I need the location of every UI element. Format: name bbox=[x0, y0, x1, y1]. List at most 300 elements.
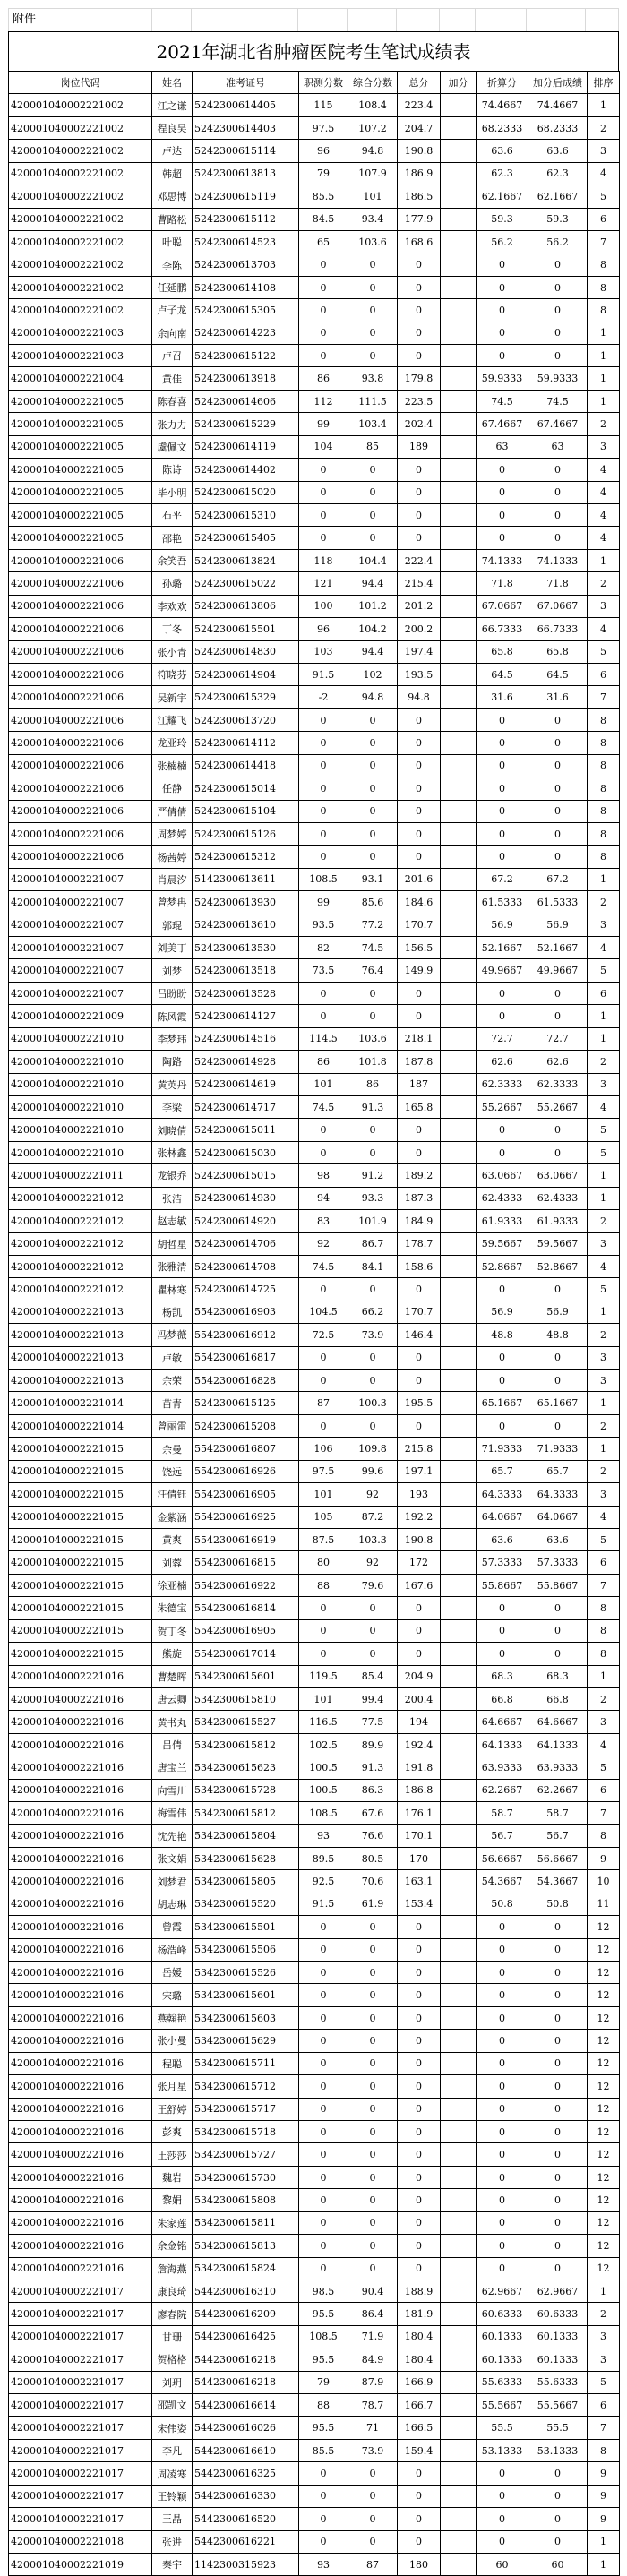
name-cell: 曹路松 bbox=[152, 208, 193, 230]
total-cell: 0 bbox=[398, 2235, 441, 2257]
converted-score-cell: 68.2333 bbox=[477, 116, 528, 139]
final-score-cell: 59.5667 bbox=[528, 1232, 588, 1255]
aptitude-score-cell: 104 bbox=[299, 435, 348, 458]
empty-cell bbox=[192, 9, 298, 32]
total-cell: 170 bbox=[398, 1847, 441, 1869]
rank-cell: 12 bbox=[588, 2189, 620, 2211]
exam-number-cell: 5242300615329 bbox=[193, 686, 299, 708]
aptitude-score-cell: 0 bbox=[299, 1346, 348, 1369]
position-code-cell: 420001040002221006 bbox=[9, 822, 152, 845]
position-code-cell: 420001040002221010 bbox=[9, 1073, 152, 1095]
rank-cell: 2 bbox=[588, 572, 620, 595]
table-row bbox=[9, 1619, 620, 1642]
total-cell: 0 bbox=[398, 1414, 441, 1437]
table-row bbox=[9, 1164, 620, 1187]
rank-cell: 9 bbox=[588, 1847, 620, 1869]
bonus-cell bbox=[441, 2006, 477, 2029]
total-cell: 170.7 bbox=[398, 1301, 441, 1323]
converted-score-cell: 60.6333 bbox=[477, 2303, 528, 2325]
converted-score-cell: 0 bbox=[477, 2257, 528, 2280]
comprehensive-score-cell: 73.9 bbox=[348, 2439, 398, 2461]
rank-cell: 12 bbox=[588, 2075, 620, 2098]
final-score-cell: 0 bbox=[528, 1597, 588, 1619]
rank-cell: 1 bbox=[588, 390, 620, 412]
comprehensive-score-cell: 0 bbox=[348, 2530, 398, 2553]
final-score-cell: 72.7 bbox=[528, 1027, 588, 1050]
comprehensive-score-cell: 0 bbox=[348, 1916, 398, 1938]
position-code-cell: 420001040002221016 bbox=[9, 2098, 152, 2120]
final-score-cell: 53.1333 bbox=[528, 2439, 588, 2461]
bonus-cell bbox=[441, 2280, 477, 2302]
comprehensive-score-cell: 61.9 bbox=[348, 1893, 398, 1915]
total-cell: 191.8 bbox=[398, 1756, 441, 1779]
bonus-cell bbox=[441, 1278, 477, 1301]
bonus-cell bbox=[441, 1687, 477, 1710]
empty-cell bbox=[348, 9, 397, 32]
aptitude-score-cell: 0 bbox=[299, 2257, 348, 2280]
final-score-cell: 63 bbox=[528, 435, 588, 458]
bonus-cell bbox=[441, 459, 477, 481]
total-cell: 0 bbox=[398, 754, 441, 777]
comprehensive-score-cell: 0 bbox=[348, 1346, 398, 1369]
aptitude-score-cell: 72.5 bbox=[299, 1324, 348, 1346]
converted-score-cell: 0 bbox=[477, 1005, 528, 1027]
converted-score-cell: 59.5667 bbox=[477, 1232, 528, 1255]
table-row bbox=[9, 1574, 620, 1596]
bonus-cell bbox=[441, 2394, 477, 2417]
final-score-cell: 0 bbox=[528, 800, 588, 822]
final-score-cell: 74.1333 bbox=[528, 549, 588, 571]
converted-score-cell: 57.3333 bbox=[477, 1551, 528, 1574]
rank-cell: 3 bbox=[588, 1073, 620, 1095]
bonus-cell bbox=[441, 1051, 477, 1073]
converted-score-cell: 0 bbox=[477, 2235, 528, 2257]
converted-score-cell: 66.7333 bbox=[477, 618, 528, 640]
bonus-cell bbox=[441, 2120, 477, 2142]
final-score-cell: 0 bbox=[528, 1346, 588, 1369]
bonus-cell bbox=[441, 1551, 477, 1574]
comprehensive-score-cell: 86.3 bbox=[348, 1779, 398, 1801]
table-row bbox=[9, 1301, 620, 1323]
comprehensive-score-cell: 102 bbox=[348, 663, 398, 685]
bonus-cell bbox=[441, 1665, 477, 1687]
bonus-cell bbox=[441, 1438, 477, 1460]
total-cell: 200.4 bbox=[398, 1687, 441, 1710]
rank-cell: 12 bbox=[588, 2006, 620, 2029]
rank-cell: 1 bbox=[588, 345, 620, 367]
exam-number-cell: 5242300613703 bbox=[193, 253, 299, 276]
rank-cell: 8 bbox=[588, 846, 620, 868]
name-cell: 黎娟 bbox=[152, 2189, 193, 2211]
rank-cell: 4 bbox=[588, 618, 620, 640]
table-row bbox=[9, 276, 620, 298]
converted-score-cell: 55.2667 bbox=[477, 1095, 528, 1118]
position-code-cell: 420001040002221016 bbox=[9, 1847, 152, 1869]
table-row bbox=[9, 1346, 620, 1369]
position-code-cell: 420001040002221017 bbox=[9, 2485, 152, 2507]
position-code-cell: 420001040002221002 bbox=[9, 276, 152, 298]
rank-cell: 1 bbox=[588, 1187, 620, 1209]
table-row bbox=[9, 2462, 620, 2485]
table-row bbox=[9, 2143, 620, 2166]
exam-number-cell: 5242300615011 bbox=[193, 1119, 299, 1141]
position-code-cell: 420001040002221010 bbox=[9, 1141, 152, 1163]
position-code-cell: 420001040002221007 bbox=[9, 982, 152, 1004]
position-code-cell: 420001040002221007 bbox=[9, 937, 152, 959]
table-row bbox=[9, 2348, 620, 2371]
aptitude-score-cell: 86 bbox=[299, 367, 348, 390]
exam-number-cell: 5542300616925 bbox=[193, 1506, 299, 1528]
comprehensive-score-cell: 109.8 bbox=[348, 1438, 398, 1460]
name-cell: 贺丁冬 bbox=[152, 1619, 193, 1642]
final-score-cell: 64.5 bbox=[528, 663, 588, 685]
converted-score-cell: 56.9 bbox=[477, 1301, 528, 1323]
table-body bbox=[9, 94, 620, 2576]
bonus-cell bbox=[441, 299, 477, 322]
rank-cell: 1 bbox=[588, 1301, 620, 1323]
bonus-cell bbox=[441, 618, 477, 640]
position-code-cell: 420001040002221016 bbox=[9, 1962, 152, 1984]
position-code-cell: 420001040002221017 bbox=[9, 2439, 152, 2461]
table-row bbox=[9, 1529, 620, 1551]
name-cell: 邓思博 bbox=[152, 185, 193, 208]
position-code-cell: 420001040002221015 bbox=[9, 1619, 152, 1642]
table-row bbox=[9, 2508, 620, 2530]
comprehensive-score-cell: 76.4 bbox=[348, 959, 398, 982]
rank-cell: 5 bbox=[588, 2371, 620, 2393]
name-cell: 刘晓倩 bbox=[152, 1119, 193, 1141]
table-row bbox=[9, 2280, 620, 2302]
comprehensive-score-cell: 94.4 bbox=[348, 572, 398, 595]
exam-number-cell: 5242300615229 bbox=[193, 413, 299, 435]
final-score-cell: 56.7 bbox=[528, 1825, 588, 1847]
bonus-cell bbox=[441, 914, 477, 936]
exam-number-cell: 5342300615810 bbox=[193, 1687, 299, 1710]
table-row bbox=[9, 2257, 620, 2280]
bonus-cell bbox=[441, 640, 477, 663]
exam-number-cell: 5342300615501 bbox=[193, 1916, 299, 1938]
header-total: 总分 bbox=[398, 72, 441, 94]
rank-cell: 12 bbox=[588, 1962, 620, 1984]
converted-score-cell: 0 bbox=[477, 982, 528, 1004]
rank-cell: 8 bbox=[588, 732, 620, 754]
converted-score-cell: 0 bbox=[477, 1938, 528, 1961]
position-code-cell: 420001040002221002 bbox=[9, 185, 152, 208]
table-row bbox=[9, 2075, 620, 2098]
aptitude-score-cell: 103 bbox=[299, 640, 348, 663]
table-row bbox=[9, 1687, 620, 1710]
aptitude-score-cell: 0 bbox=[299, 1984, 348, 2006]
bonus-cell bbox=[441, 162, 477, 185]
exam-number-cell: 5242300613518 bbox=[193, 959, 299, 982]
rank-cell: 10 bbox=[588, 1870, 620, 1893]
rank-cell: 12 bbox=[588, 2257, 620, 2280]
total-cell: 0 bbox=[398, 822, 441, 845]
name-cell: 张楠楠 bbox=[152, 754, 193, 777]
position-code-cell: 420001040002221016 bbox=[9, 1916, 152, 1938]
aptitude-score-cell: 89.5 bbox=[299, 1847, 348, 1869]
exam-number-cell: 5342300615824 bbox=[193, 2257, 299, 2280]
final-score-cell: 68.3 bbox=[528, 1665, 588, 1687]
aptitude-score-cell: 88 bbox=[299, 2394, 348, 2417]
exam-number-cell: 5442300616221 bbox=[193, 2530, 299, 2553]
exam-number-cell: 5542300616905 bbox=[193, 1619, 299, 1642]
exam-number-cell: 5242300614930 bbox=[193, 1187, 299, 1209]
comprehensive-score-cell: 0 bbox=[348, 1619, 398, 1642]
name-cell: 唐云卿 bbox=[152, 1687, 193, 1710]
final-score-cell: 0 bbox=[528, 1414, 588, 1437]
table-row bbox=[9, 777, 620, 800]
aptitude-score-cell: 0 bbox=[299, 1962, 348, 1984]
header-name: 姓名 bbox=[152, 72, 193, 94]
aptitude-score-cell: 88 bbox=[299, 1574, 348, 1596]
comprehensive-score-cell: 0 bbox=[348, 732, 398, 754]
aptitude-score-cell: 0 bbox=[299, 2235, 348, 2257]
name-cell: 彭爽 bbox=[152, 2120, 193, 2142]
comprehensive-score-cell: 99.4 bbox=[348, 1687, 398, 1710]
aptitude-score-cell: 0 bbox=[299, 345, 348, 367]
name-cell: 黄佳 bbox=[152, 367, 193, 390]
table-row bbox=[9, 1733, 620, 1756]
position-code-cell: 420001040002221005 bbox=[9, 481, 152, 503]
exam-number-cell: 5242300613530 bbox=[193, 937, 299, 959]
exam-number-cell: 5342300615718 bbox=[193, 2120, 299, 2142]
exam-number-cell: 5442300616330 bbox=[193, 2485, 299, 2507]
bonus-cell bbox=[441, 800, 477, 822]
converted-score-cell: 63.9333 bbox=[477, 1756, 528, 1779]
rank-cell: 1 bbox=[588, 94, 620, 116]
position-code-cell: 420001040002221016 bbox=[9, 2052, 152, 2074]
aptitude-score-cell: 85.5 bbox=[299, 2439, 348, 2461]
total-cell: 197.1 bbox=[398, 1460, 441, 1482]
name-cell: 赵志敏 bbox=[152, 1210, 193, 1232]
comprehensive-score-cell: 0 bbox=[348, 2485, 398, 2507]
aptitude-score-cell: 82 bbox=[299, 937, 348, 959]
rank-cell: 6 bbox=[588, 208, 620, 230]
total-cell: 204.7 bbox=[398, 116, 441, 139]
name-cell: 黄书丸 bbox=[152, 1711, 193, 1733]
position-code-cell: 420001040002221016 bbox=[9, 1756, 152, 1779]
converted-score-cell: 63.6 bbox=[477, 1529, 528, 1551]
table-row bbox=[9, 2052, 620, 2074]
total-cell: 0 bbox=[398, 1597, 441, 1619]
position-code-cell: 420001040002221015 bbox=[9, 1460, 152, 1482]
final-score-cell: 55.2667 bbox=[528, 1095, 588, 1118]
rank-cell: 6 bbox=[588, 663, 620, 685]
name-cell: 张小曼 bbox=[152, 2030, 193, 2052]
final-score-cell: 0 bbox=[528, 345, 588, 367]
table-row bbox=[9, 1392, 620, 1414]
rank-cell: 1 bbox=[588, 1005, 620, 1027]
bonus-cell bbox=[441, 2530, 477, 2553]
final-score-cell: 68.2333 bbox=[528, 116, 588, 139]
table-header-row bbox=[9, 72, 620, 94]
total-cell: 0 bbox=[398, 1141, 441, 1163]
comprehensive-score-cell: 0 bbox=[348, 822, 398, 845]
bonus-cell bbox=[441, 253, 477, 276]
aptitude-score-cell: 99 bbox=[299, 891, 348, 914]
position-code-cell: 420001040002221005 bbox=[9, 459, 152, 481]
aptitude-score-cell: 0 bbox=[299, 1938, 348, 1961]
table-row bbox=[9, 1255, 620, 1277]
bonus-cell bbox=[441, 663, 477, 685]
bonus-cell bbox=[441, 504, 477, 527]
rank-cell: 8 bbox=[588, 1825, 620, 1847]
position-code-cell: 420001040002221016 bbox=[9, 1984, 152, 2006]
total-cell: 192.2 bbox=[398, 1506, 441, 1528]
comprehensive-score-cell: 0 bbox=[348, 459, 398, 481]
comprehensive-score-cell: 0 bbox=[348, 2235, 398, 2257]
aptitude-score-cell: 0 bbox=[299, 2098, 348, 2120]
name-cell: 卢达 bbox=[152, 140, 193, 162]
final-score-cell: 0 bbox=[528, 2235, 588, 2257]
aptitude-score-cell: 0 bbox=[299, 299, 348, 322]
exam-number-cell: 5242300614708 bbox=[193, 1255, 299, 1277]
rank-cell: 1 bbox=[588, 549, 620, 571]
exam-number-cell: 5542300616919 bbox=[193, 1529, 299, 1551]
converted-score-cell: 64.0667 bbox=[477, 1506, 528, 1528]
final-score-cell: 0 bbox=[528, 1005, 588, 1027]
bonus-cell bbox=[441, 2189, 477, 2211]
name-cell: 岳媛 bbox=[152, 1962, 193, 1984]
converted-score-cell: 54.3667 bbox=[477, 1870, 528, 1893]
bonus-cell bbox=[441, 1847, 477, 1869]
table-row bbox=[9, 846, 620, 868]
comprehensive-score-cell: 74.5 bbox=[348, 937, 398, 959]
converted-score-cell: 0 bbox=[477, 2120, 528, 2142]
aptitude-score-cell: 100 bbox=[299, 595, 348, 617]
table-row bbox=[9, 504, 620, 527]
name-cell: 张林鑫 bbox=[152, 1141, 193, 1163]
header-rank: 排序 bbox=[588, 72, 620, 94]
rank-cell: 3 bbox=[588, 1232, 620, 1255]
rank-cell: 2 bbox=[588, 1414, 620, 1437]
total-cell: 0 bbox=[398, 1916, 441, 1938]
bonus-cell bbox=[441, 1984, 477, 2006]
final-score-cell: 0 bbox=[528, 459, 588, 481]
converted-score-cell: 52.1667 bbox=[477, 937, 528, 959]
exam-number-cell: 5242300614928 bbox=[193, 1051, 299, 1073]
comprehensive-score-cell: 91.3 bbox=[348, 1756, 398, 1779]
table-row bbox=[9, 253, 620, 276]
final-score-cell: 59.9333 bbox=[528, 367, 588, 390]
exam-number-cell: 5342300615727 bbox=[193, 2143, 299, 2166]
comprehensive-score-cell: 0 bbox=[348, 2462, 398, 2485]
comprehensive-score-cell: 0 bbox=[348, 527, 398, 549]
bonus-cell bbox=[441, 2143, 477, 2166]
bonus-cell bbox=[441, 1825, 477, 1847]
name-cell: 陶路 bbox=[152, 1051, 193, 1073]
bonus-cell bbox=[441, 1916, 477, 1938]
aptitude-score-cell: 0 bbox=[299, 1005, 348, 1027]
final-score-cell: 64.1333 bbox=[528, 1733, 588, 1756]
rank-cell: 3 bbox=[588, 2348, 620, 2371]
name-cell: 任静 bbox=[152, 777, 193, 800]
bonus-cell bbox=[441, 1346, 477, 1369]
final-score-cell: 0 bbox=[528, 708, 588, 731]
table-row bbox=[9, 2235, 620, 2257]
bonus-cell bbox=[441, 686, 477, 708]
aptitude-score-cell: 80 bbox=[299, 1551, 348, 1574]
total-cell: 0 bbox=[398, 732, 441, 754]
position-code-cell: 420001040002221016 bbox=[9, 1893, 152, 1915]
position-code-cell: 420001040002221015 bbox=[9, 1529, 152, 1551]
table-row bbox=[9, 618, 620, 640]
comprehensive-score-cell: 91.3 bbox=[348, 1095, 398, 1118]
exam-number-cell: 5342300615623 bbox=[193, 1756, 299, 1779]
bonus-cell bbox=[441, 481, 477, 503]
total-cell: 197.4 bbox=[398, 640, 441, 663]
rank-cell: 12 bbox=[588, 2052, 620, 2074]
name-cell: 王铃颖 bbox=[152, 2485, 193, 2507]
final-score-cell: 0 bbox=[528, 2485, 588, 2507]
name-cell: 龙亚玲 bbox=[152, 732, 193, 754]
bonus-cell bbox=[441, 2052, 477, 2074]
bonus-cell bbox=[441, 1164, 477, 1187]
rank-cell: 8 bbox=[588, 1643, 620, 1665]
bonus-cell bbox=[441, 1733, 477, 1756]
position-code-cell: 420001040002221016 bbox=[9, 1779, 152, 1801]
converted-score-cell: 0 bbox=[477, 527, 528, 549]
name-cell: 刘蓉 bbox=[152, 1551, 193, 1574]
final-score-cell: 0 bbox=[528, 322, 588, 344]
name-cell: 曾霞 bbox=[152, 1916, 193, 1938]
name-cell: 卢子龙 bbox=[152, 299, 193, 322]
exam-number-cell: 5242300614223 bbox=[193, 322, 299, 344]
final-score-cell: 0 bbox=[528, 2075, 588, 2098]
name-cell: 刘梦 bbox=[152, 959, 193, 982]
position-code-cell: 420001040002221017 bbox=[9, 2303, 152, 2325]
aptitude-score-cell: 0 bbox=[299, 322, 348, 344]
comprehensive-score-cell: 92 bbox=[348, 1551, 398, 1574]
total-cell: 0 bbox=[398, 2006, 441, 2029]
rank-cell: 6 bbox=[588, 982, 620, 1004]
converted-score-cell: 0 bbox=[477, 1278, 528, 1301]
final-score-cell: 62.2667 bbox=[528, 1779, 588, 1801]
exam-number-cell: 5242300614606 bbox=[193, 390, 299, 412]
position-code-cell: 420001040002221013 bbox=[9, 1324, 152, 1346]
final-score-cell: 0 bbox=[528, 2462, 588, 2485]
comprehensive-score-cell: 0 bbox=[348, 846, 398, 868]
table-row bbox=[9, 1962, 620, 1984]
table-row bbox=[9, 1005, 620, 1027]
comprehensive-score-cell: 70.6 bbox=[348, 1870, 398, 1893]
position-code-cell: 420001040002221013 bbox=[9, 1346, 152, 1369]
position-code-cell: 420001040002221016 bbox=[9, 2006, 152, 2029]
final-score-cell: 67.2 bbox=[528, 868, 588, 890]
bonus-cell bbox=[441, 708, 477, 731]
name-cell: 金紫涵 bbox=[152, 1506, 193, 1528]
final-score-cell: 0 bbox=[528, 2143, 588, 2166]
total-cell: 202.4 bbox=[398, 413, 441, 435]
rank-cell: 9 bbox=[588, 2462, 620, 2485]
bonus-cell bbox=[441, 732, 477, 754]
position-code-cell: 420001040002221006 bbox=[9, 732, 152, 754]
exam-number-cell: 5242300613813 bbox=[193, 162, 299, 185]
aptitude-score-cell: 79 bbox=[299, 2371, 348, 2393]
final-score-cell: 71.9333 bbox=[528, 1438, 588, 1460]
total-cell: 156.5 bbox=[398, 937, 441, 959]
comprehensive-score-cell: 0 bbox=[348, 1643, 398, 1665]
rank-cell: 1 bbox=[588, 2530, 620, 2553]
total-cell: 189 bbox=[398, 435, 441, 458]
table-row bbox=[9, 2189, 620, 2211]
exam-number-cell: 5342300615603 bbox=[193, 2006, 299, 2029]
name-cell: 胡志琳 bbox=[152, 1893, 193, 1915]
rank-cell: 8 bbox=[588, 276, 620, 298]
bonus-cell bbox=[441, 1779, 477, 1801]
rank-cell: 2 bbox=[588, 891, 620, 914]
